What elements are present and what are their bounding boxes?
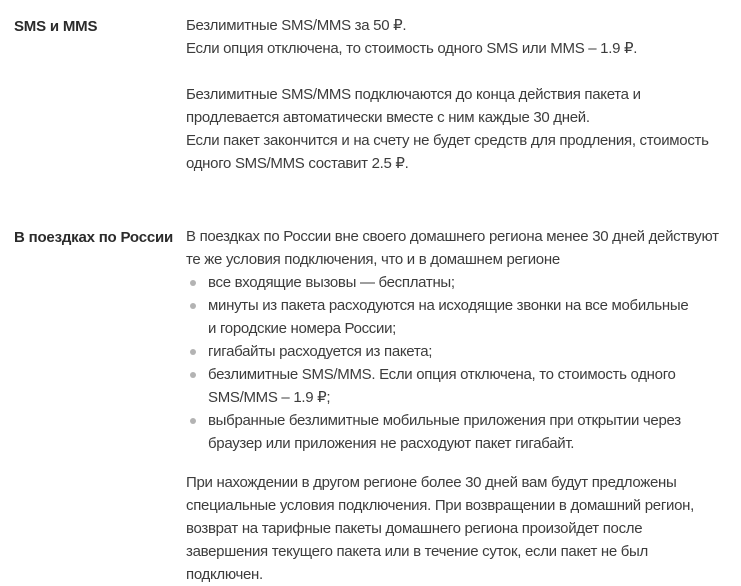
text-line: браузер или приложения не расходуют пакет гигабайт. [208, 435, 575, 452]
text-line: В поездках по России вне своего домашнего региона менее 30 дней действуют [186, 228, 719, 245]
text-line: безлимитные SMS/MMS. Если опция отключена, то стоимость одного [208, 366, 676, 383]
text-line: подключен. [186, 566, 263, 583]
paragraph [186, 471, 741, 586]
section-travel-russia [14, 225, 741, 586]
text-line: завершения текущего пакета или в течение суток, если пакет не был [186, 543, 648, 560]
paragraph [186, 225, 741, 271]
text-line: Если пакет закончится и на счету не будет средств для продления, стоимость [186, 132, 709, 149]
bullet-item [186, 271, 741, 294]
bullet-dot-icon [190, 303, 196, 309]
paragraph [186, 83, 741, 175]
text-line: все входящие вызовы — бесплатны; [208, 274, 455, 291]
text-line: Безлимитные SMS/MMS за 50 ₽. [186, 17, 407, 34]
bullet-dot-icon [190, 280, 196, 286]
text-line: минуты из пакета расходуются на исходящие звонки на все мобильные [208, 297, 689, 314]
paragraph [186, 14, 741, 60]
text-line: возврат на тарифные пакеты домашнего региона произойдет после [186, 520, 643, 537]
text-line: При нахождении в другом регионе более 30 дней вам будут предложены [186, 474, 677, 491]
section-label: В поездках по России [14, 229, 174, 246]
tariff-details [14, 14, 741, 586]
text-line: гигабайты расходуется из пакета; [208, 343, 433, 360]
bullet-item [186, 340, 741, 363]
bullet-list [186, 271, 741, 455]
text-line: выбранные безлимитные мобильные приложения при открытии через [208, 412, 681, 429]
section-content [186, 14, 741, 175]
bullet-item [186, 294, 741, 340]
bullet-dot-icon [190, 372, 196, 378]
bullet-dot-icon [190, 418, 196, 424]
section-sms-mms [14, 14, 741, 175]
bullet-item [186, 409, 741, 455]
text-line: Безлимитные SMS/MMS подключаются до конца действия пакета и [186, 86, 641, 103]
text-line: специальные условия подключения. При возвращении в домашний регион, [186, 497, 694, 514]
section-label: SMS и MMS [14, 18, 98, 35]
text-line: продлевается автоматически вместе с ним каждые 30 дней. [186, 109, 590, 126]
text-line: одного SMS/MMS составит 2.5 ₽. [186, 155, 409, 172]
section-content [186, 225, 741, 586]
text-line: и городские номера России; [208, 320, 397, 337]
text-line: Если опция отключена, то стоимость одного SMS или MMS – 1.9 ₽. [186, 40, 638, 57]
text-line: SMS/MMS – 1.9 ₽; [208, 389, 331, 406]
bullet-item [186, 363, 741, 409]
text-line: те же условия подключения, что и в домашнем регионе [186, 251, 560, 268]
bullet-dot-icon [190, 349, 196, 355]
